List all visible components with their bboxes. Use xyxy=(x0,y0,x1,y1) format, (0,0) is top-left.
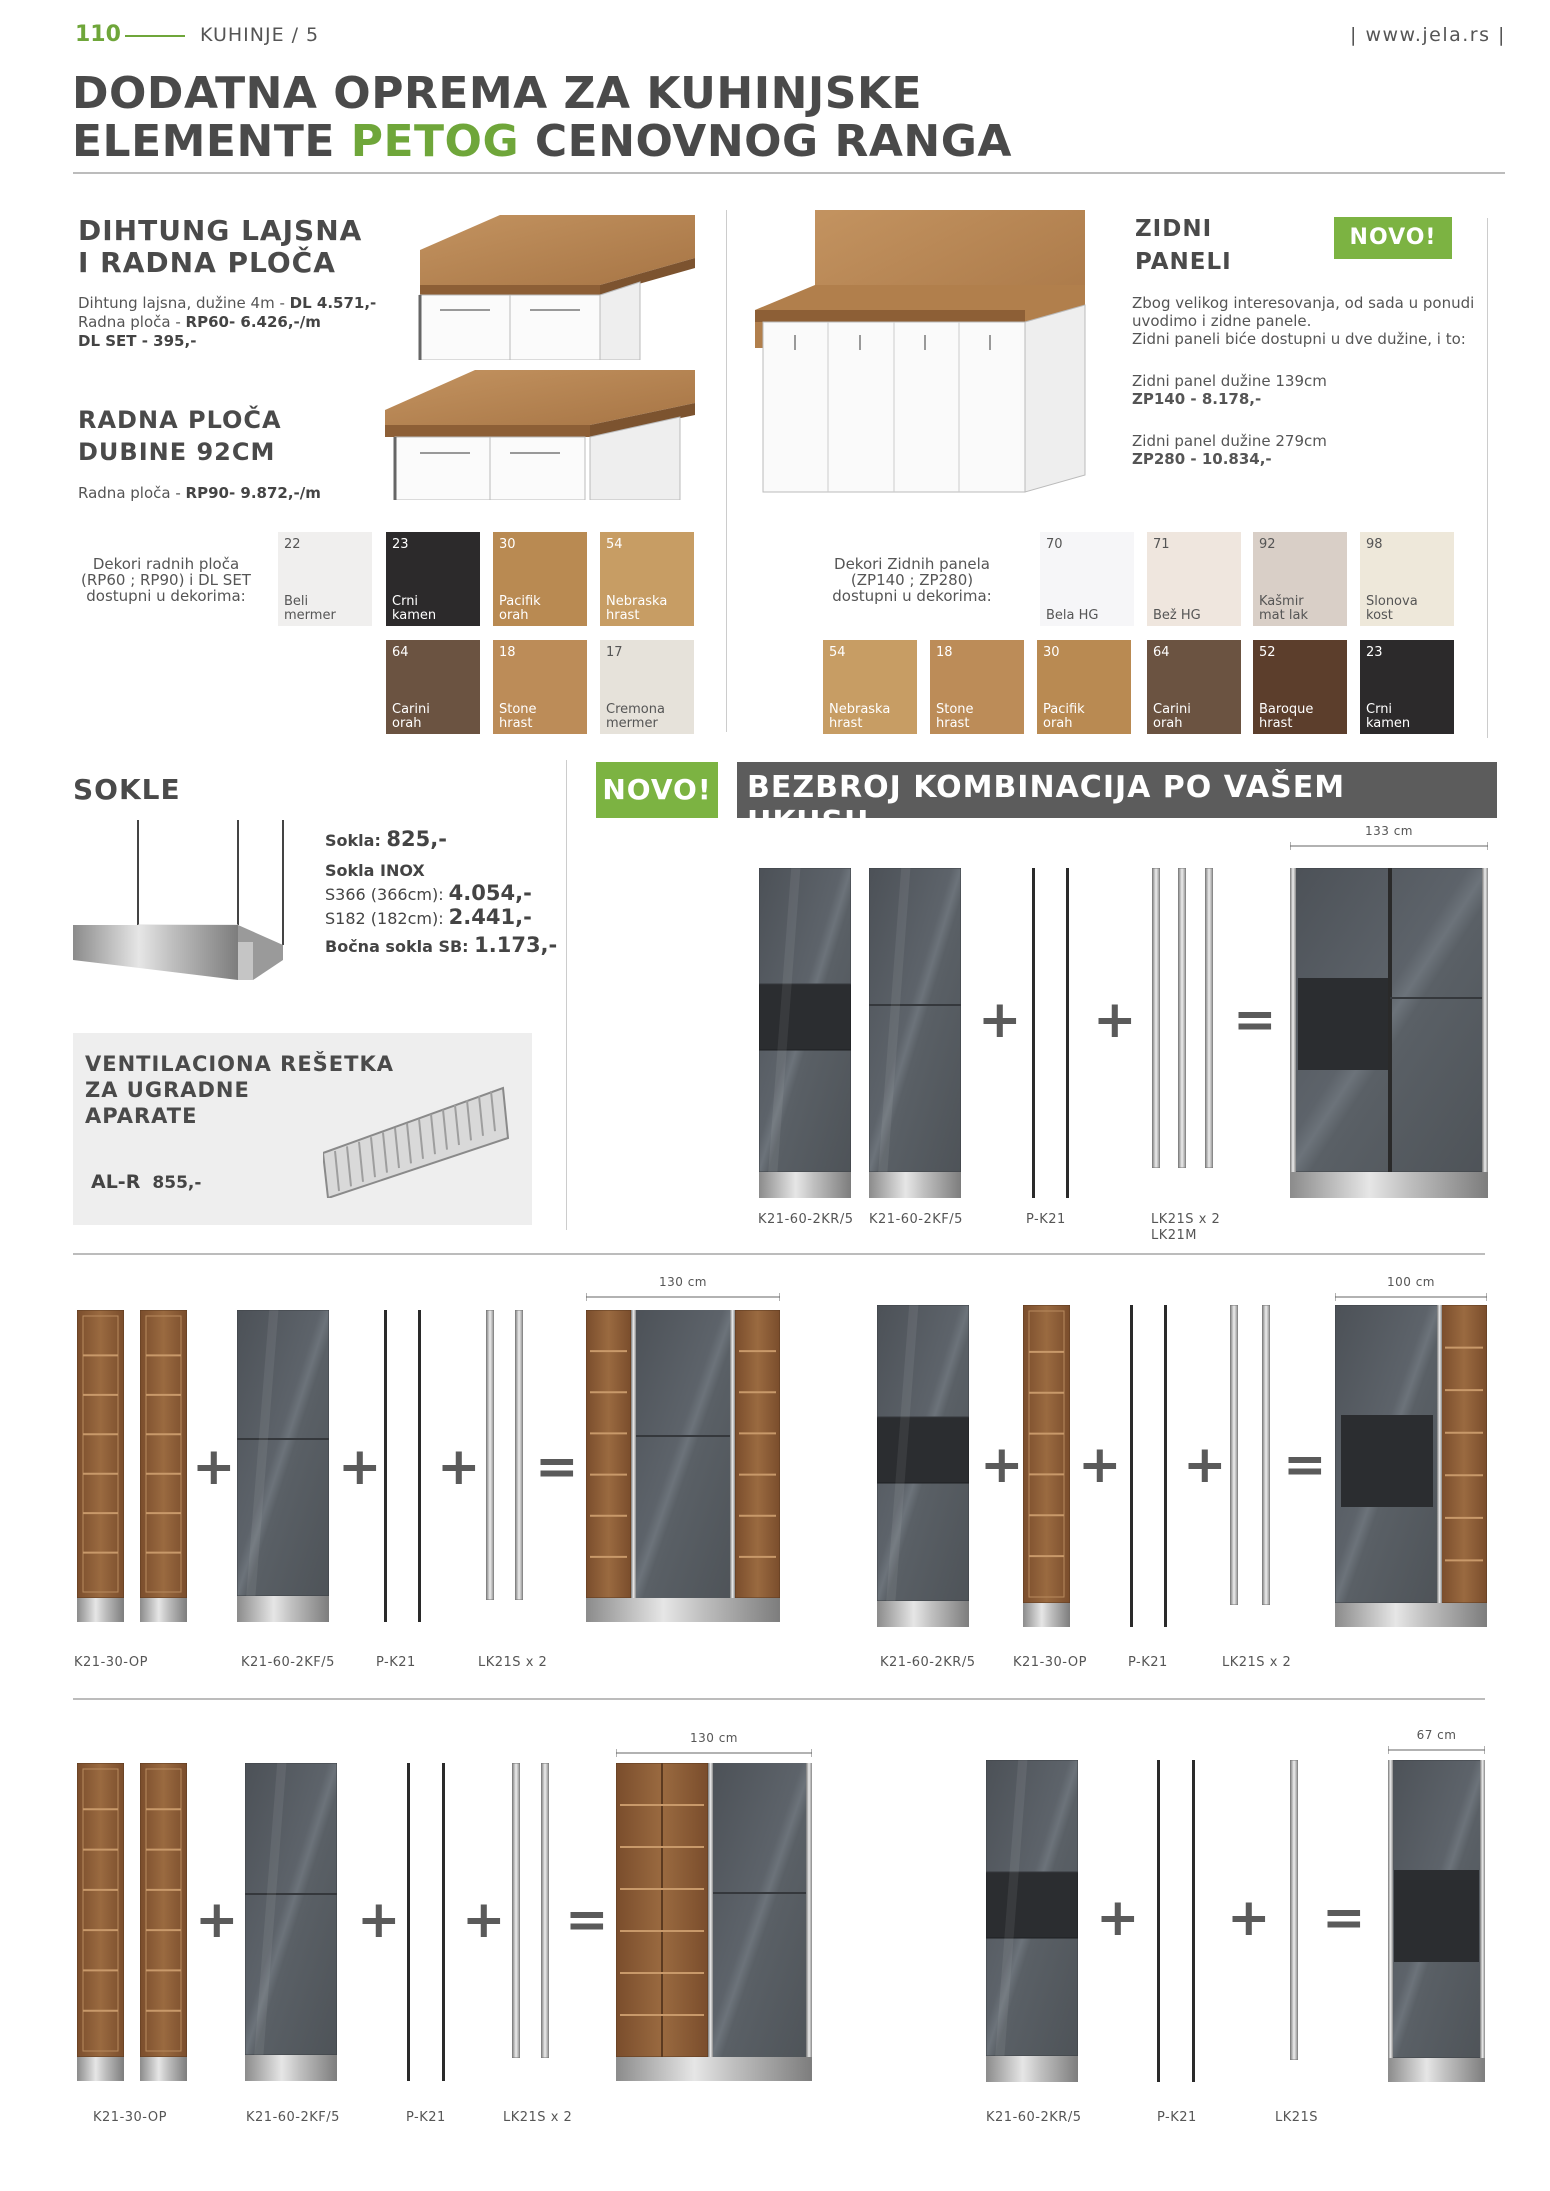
handle-profile xyxy=(1205,868,1213,1168)
title-accent: PETOG xyxy=(350,116,520,167)
price: 2.441,- xyxy=(448,905,532,929)
radna-illustration xyxy=(380,365,700,500)
label-line: Dekori Zidnih panela xyxy=(834,555,990,573)
spacer xyxy=(1132,348,1474,372)
title-line-2 xyxy=(72,118,1012,166)
price: DL 4.571,- xyxy=(289,294,377,312)
side-panel xyxy=(440,1763,448,2081)
heading-line: PANELI xyxy=(1135,249,1232,275)
text-line: Zidni paneli biće dostupni u dve dužine, i to: xyxy=(1132,330,1466,348)
equals-sign: = xyxy=(535,1437,579,1497)
label-line: dostupni u dekorima: xyxy=(86,587,246,605)
handle-profile xyxy=(541,1763,549,2058)
cabinet-code: LK21M xyxy=(1151,1228,1198,1243)
swatch-label-line: orah xyxy=(1153,716,1183,731)
swatch-label-line: orah xyxy=(1043,716,1073,731)
page-number: 110 xyxy=(75,22,121,47)
swatch-number: 92 xyxy=(1259,537,1276,552)
cabinet-code: K21-60-2KR/5 xyxy=(986,2110,1082,2125)
handle-profile xyxy=(1290,1760,1298,2060)
cabinet-code: K21-30-OP xyxy=(93,2110,167,2125)
label: Dihtung lajsna, dužine 4m - xyxy=(78,294,290,312)
dimension-label: 67 cm xyxy=(1416,1728,1457,1742)
decor-swatch xyxy=(386,640,480,734)
cabinet-code: K21-30-OP xyxy=(1013,1655,1087,1670)
swatch-number: 54 xyxy=(829,645,846,660)
dimension-label: 130 cm xyxy=(689,1731,738,1745)
cabinet-open-shelf xyxy=(140,1310,187,1622)
product-code: AL-R xyxy=(91,1171,141,1193)
price: ZP140 - 8.178,- xyxy=(1132,390,1262,408)
swatch-number: 54 xyxy=(606,537,623,552)
spacer xyxy=(1132,408,1474,432)
sokle-illustration xyxy=(73,820,303,980)
combined-result xyxy=(1388,1760,1485,2082)
combined-result xyxy=(1335,1305,1487,1627)
plus-sign: + xyxy=(980,1435,1024,1495)
dimension-label: 130 cm xyxy=(658,1275,707,1289)
swatch-label xyxy=(499,703,537,731)
dimension-line xyxy=(616,1749,812,1757)
plus-sign: + xyxy=(357,1890,401,1950)
decor-swatch xyxy=(600,532,694,626)
price-line xyxy=(325,860,557,882)
swatch-label xyxy=(1259,595,1308,623)
cabinet-code: P-K21 xyxy=(1026,1212,1066,1227)
swatch-label xyxy=(392,703,430,731)
side-panel xyxy=(1155,1760,1163,2082)
handle-profile xyxy=(512,1763,520,2058)
price-line xyxy=(78,313,376,332)
sokle-heading: SOKLE xyxy=(73,773,181,806)
handle-profile xyxy=(1178,868,1186,1168)
cabinet-open-shelf xyxy=(77,1763,124,2081)
side-panel xyxy=(1064,868,1072,1198)
price: 1.173,- xyxy=(474,933,558,957)
swatch-label-line: kamen xyxy=(1366,716,1411,731)
swatch-number: 17 xyxy=(606,645,623,660)
label: Sokla INOX xyxy=(325,861,425,880)
radna-price xyxy=(78,484,321,503)
text-line: Zidni panel dužine 139cm xyxy=(1132,372,1327,390)
label-line: (ZP140 ; ZP280) xyxy=(850,571,974,589)
plus-sign: + xyxy=(978,990,1022,1050)
side-panel xyxy=(1030,868,1038,1198)
cabinet-code: K21-30-OP xyxy=(74,1655,148,1670)
price-line xyxy=(78,294,376,313)
swatch-number: 70 xyxy=(1046,537,1063,552)
handle-profile xyxy=(1230,1305,1238,1605)
vent-price xyxy=(91,1171,201,1193)
heading-line: DIHTUNG LAJSNA xyxy=(78,214,363,247)
swatch-number: 30 xyxy=(1043,645,1060,660)
heading-line: DUBINE 92CM xyxy=(78,438,276,466)
combined-result xyxy=(1290,868,1488,1198)
zidni-description xyxy=(1132,294,1474,468)
plus-sign: + xyxy=(1183,1435,1227,1495)
combined-result xyxy=(586,1310,780,1622)
website-link[interactable]: | www.jela.rs | xyxy=(1350,24,1506,46)
dihtung-heading xyxy=(78,215,362,279)
price: RP90- 9.872,-/m xyxy=(185,484,321,502)
cabinet-code: K21-60-2KF/5 xyxy=(869,1212,963,1227)
swatch-label-line: kamen xyxy=(392,608,437,623)
cabinet-code: K21-60-2KR/5 xyxy=(880,1655,976,1670)
combined-result xyxy=(616,1763,812,2081)
dihtung-prices xyxy=(78,294,376,351)
swatch-label-line: hrast xyxy=(1259,716,1293,731)
swatch-label-line: mermer xyxy=(284,608,336,623)
swatch-label-line: Kašmir xyxy=(1259,594,1304,609)
swatch-label xyxy=(499,595,541,623)
swatch-label xyxy=(284,595,336,623)
column-divider xyxy=(726,210,727,732)
section-label: KUHINJE / 5 xyxy=(200,24,320,46)
decor-swatch xyxy=(1253,640,1347,734)
heading-line: ZIDNI xyxy=(1135,216,1213,242)
swatch-label-line: Pacifik xyxy=(499,594,541,609)
price-line xyxy=(325,882,557,906)
cabinet-kr xyxy=(759,868,851,1198)
cabinet-code: LK21S x 2 xyxy=(478,1655,548,1670)
title-part: CENOVNOG RANGA xyxy=(519,116,1012,167)
handle-profile xyxy=(1152,868,1160,1168)
swatch-label-line: kost xyxy=(1366,608,1393,623)
swatch-label xyxy=(1046,609,1098,623)
heading-line: VENTILACIONA REŠETKA xyxy=(85,1052,394,1076)
swatch-number: 30 xyxy=(499,537,516,552)
price-line xyxy=(78,332,376,351)
label: Radna ploča - xyxy=(78,484,186,502)
swatch-label-line: orah xyxy=(392,716,422,731)
decor-swatch xyxy=(1147,532,1241,626)
cabinet-kf xyxy=(869,868,961,1198)
side-panel xyxy=(1162,1305,1170,1627)
heading-line: RADNA PLOČA xyxy=(78,406,282,434)
label-line: Dekori radnih ploča xyxy=(92,555,240,573)
page-title xyxy=(72,70,1012,166)
swatch-label xyxy=(936,703,974,731)
cabinet-code: K21-60-2KR/5 xyxy=(758,1212,854,1227)
decor-swatch xyxy=(278,532,372,626)
label: S182 (182cm): xyxy=(325,909,449,928)
heading-line: ZA UGRADNE xyxy=(85,1078,250,1102)
dekori-zp-label xyxy=(826,556,998,604)
plus-sign: + xyxy=(192,1437,236,1497)
swatch-label-line: mat lak xyxy=(1259,608,1308,623)
text-line: Zbog velikog interesovanja, od sada u ponudi xyxy=(1132,294,1475,312)
swatch-label-line: Baroque xyxy=(1259,702,1314,717)
cabinet-kr xyxy=(986,1760,1078,2082)
swatch-number: 23 xyxy=(1366,645,1383,660)
swatch-label xyxy=(1043,703,1085,731)
swatch-number: 98 xyxy=(1366,537,1383,552)
cabinet-code: K21-60-2KF/5 xyxy=(246,2110,340,2125)
swatch-label-line: Nebraska xyxy=(606,594,668,609)
swatch-label-line: Beli xyxy=(284,594,309,609)
plus-sign: + xyxy=(1227,1888,1271,1948)
combo-banner: BEZBROJ KOMBINACIJA PO VAŠEM UKUSU. xyxy=(737,762,1497,818)
swatch-label-line: Carini xyxy=(1153,702,1191,717)
right-edge-rule xyxy=(1487,218,1488,738)
side-panel xyxy=(405,1763,413,2081)
title-divider xyxy=(73,172,1505,174)
swatch-label-line: Slonova xyxy=(1366,594,1418,609)
decor-swatch xyxy=(930,640,1024,734)
swatch-label-line: Cremona xyxy=(606,702,665,717)
swatch-label xyxy=(1366,703,1410,731)
dimension-label: 100 cm xyxy=(1386,1275,1435,1289)
swatch-label-line: Crni xyxy=(392,594,419,609)
cabinet-open-shelf xyxy=(1023,1305,1070,1627)
swatch-label-line: hrast xyxy=(829,716,863,731)
label-line: dostupni u dekorima: xyxy=(832,587,992,605)
swatch-label xyxy=(606,595,667,623)
price-line xyxy=(325,906,557,930)
swatch-label xyxy=(1366,595,1418,623)
swatch-number: 64 xyxy=(392,645,409,660)
swatch-label-line: orah xyxy=(499,608,529,623)
dihtung-illustration xyxy=(400,210,700,360)
cabinet-code: LK21S x 2 xyxy=(1151,1212,1221,1227)
swatch-number: 64 xyxy=(1153,645,1170,660)
swatch-label xyxy=(1259,703,1313,731)
dimension-label: 133 cm xyxy=(1364,824,1413,838)
cabinet-kf xyxy=(245,1763,337,2081)
price: 4.054,- xyxy=(448,881,532,905)
side-panel xyxy=(1128,1305,1136,1627)
side-panel xyxy=(1190,1760,1198,2082)
swatch-label-line: Nebraska xyxy=(829,702,891,717)
cabinet-code: P-K21 xyxy=(1157,2110,1197,2125)
decor-swatch xyxy=(600,640,694,734)
side-panel xyxy=(416,1310,424,1622)
swatch-label-line: Carini xyxy=(392,702,430,717)
row-divider-1 xyxy=(73,1253,1485,1255)
vent-grille xyxy=(323,1073,513,1198)
decor-swatch xyxy=(493,532,587,626)
cabinet-code: LK21S x 2 xyxy=(1222,1655,1292,1670)
equals-sign: = xyxy=(1322,1888,1366,1948)
sokle-prices xyxy=(325,828,557,958)
decor-swatch xyxy=(386,532,480,626)
cabinet-code: P-K21 xyxy=(1128,1655,1168,1670)
dimension-line xyxy=(586,1293,780,1301)
swatch-label-line: Stone xyxy=(499,702,537,717)
decor-swatch xyxy=(1147,640,1241,734)
decor-swatch xyxy=(1360,640,1454,734)
swatch-number: 52 xyxy=(1259,645,1276,660)
spacer xyxy=(325,852,557,860)
equals-sign: = xyxy=(1283,1435,1327,1495)
zidni-heading xyxy=(1135,213,1232,279)
swatch-number: 18 xyxy=(499,645,516,660)
swatch-label xyxy=(1153,609,1201,623)
price-line xyxy=(325,934,557,958)
label: Radna ploča - xyxy=(78,313,186,331)
dimension-line xyxy=(1290,842,1488,850)
cabinet-kr xyxy=(877,1305,969,1627)
price: ZP280 - 10.834,- xyxy=(1132,450,1272,468)
handle-profile xyxy=(1262,1305,1270,1605)
swatch-label-line: hrast xyxy=(936,716,970,731)
swatch-label xyxy=(1153,703,1191,731)
vent-box xyxy=(73,1033,532,1225)
title-part: ELEMENTE xyxy=(72,116,351,167)
handle-profile xyxy=(486,1310,494,1600)
label: Sokla: xyxy=(325,831,387,850)
equals-sign: = xyxy=(565,1890,609,1950)
dekori-rp-label xyxy=(80,556,252,604)
label: Bočna sokla SB: xyxy=(325,937,475,956)
cabinet-code: LK21S x 2 xyxy=(503,2110,573,2125)
swatch-number: 18 xyxy=(936,645,953,660)
swatch-label-line: mermer xyxy=(606,716,658,731)
plus-sign: + xyxy=(1078,1435,1122,1495)
price-line xyxy=(325,828,557,852)
novo-badge: NOVO! xyxy=(1334,217,1452,259)
header-rule xyxy=(125,35,185,37)
swatch-label-line: Crni xyxy=(1366,702,1393,717)
cabinet-kf xyxy=(237,1310,329,1622)
dimension-line xyxy=(1388,1746,1485,1754)
swatch-number: 23 xyxy=(392,537,409,552)
handle-profile xyxy=(515,1310,523,1600)
decor-swatch xyxy=(1360,532,1454,626)
plus-sign: + xyxy=(195,1890,239,1950)
swatch-number: 22 xyxy=(284,537,301,552)
cabinet-code: P-K21 xyxy=(406,2110,446,2125)
price: 825,- xyxy=(386,827,447,851)
cabinet-code: P-K21 xyxy=(376,1655,416,1670)
decor-swatch xyxy=(493,640,587,734)
decor-swatch xyxy=(1040,532,1134,626)
cabinet-code: K21-60-2KF/5 xyxy=(241,1655,335,1670)
swatch-label xyxy=(392,595,436,623)
heading-line: I RADNA PLOČA xyxy=(78,246,336,279)
price: RP60- 6.426,-/m xyxy=(185,313,321,331)
swatch-label-line: Bela HG xyxy=(1046,608,1099,623)
cabinet-code: LK21S xyxy=(1275,2110,1319,2125)
price: DL SET - 395,- xyxy=(78,332,197,350)
dimension-line xyxy=(1335,1293,1487,1301)
label: S366 (366cm): xyxy=(325,885,449,904)
text-line: Zidni panel dužine 279cm xyxy=(1132,432,1327,450)
cabinet-open-shelf xyxy=(77,1310,124,1622)
swatch-label xyxy=(829,703,890,731)
heading-line: APARATE xyxy=(85,1104,198,1128)
zidni-illustration xyxy=(755,210,1090,500)
plus-sign: + xyxy=(338,1437,382,1497)
decor-swatch xyxy=(823,640,917,734)
swatch-label-line: Pacifik xyxy=(1043,702,1085,717)
column-divider-2 xyxy=(566,760,567,1230)
cabinet-open-shelf xyxy=(140,1763,187,2081)
swatch-label-line: Stone xyxy=(936,702,974,717)
decor-swatch xyxy=(1253,532,1347,626)
price: 855,- xyxy=(152,1173,202,1193)
decor-swatch xyxy=(1037,640,1131,734)
radna-heading xyxy=(78,404,282,468)
swatch-label-line: Bež HG xyxy=(1153,608,1201,623)
swatch-label xyxy=(606,703,665,731)
text-line: uvodimo i zidne panele. xyxy=(1132,312,1312,330)
swatch-label-line: hrast xyxy=(499,716,533,731)
swatch-number: 71 xyxy=(1153,537,1170,552)
plus-sign: + xyxy=(437,1437,481,1497)
plus-sign: + xyxy=(1093,990,1137,1050)
equals-sign: = xyxy=(1233,990,1277,1050)
combo-novo-badge: NOVO! xyxy=(596,762,718,818)
row-divider-2 xyxy=(73,1698,1485,1700)
side-panel xyxy=(382,1310,390,1622)
swatch-label-line: hrast xyxy=(606,608,640,623)
label-line: (RP60 ; RP90) i DL SET xyxy=(81,571,251,589)
title-line-1: DODATNA OPREMA ZA KUHINJSKE xyxy=(72,68,923,119)
plus-sign: + xyxy=(462,1890,506,1950)
plus-sign: + xyxy=(1096,1888,1140,1948)
